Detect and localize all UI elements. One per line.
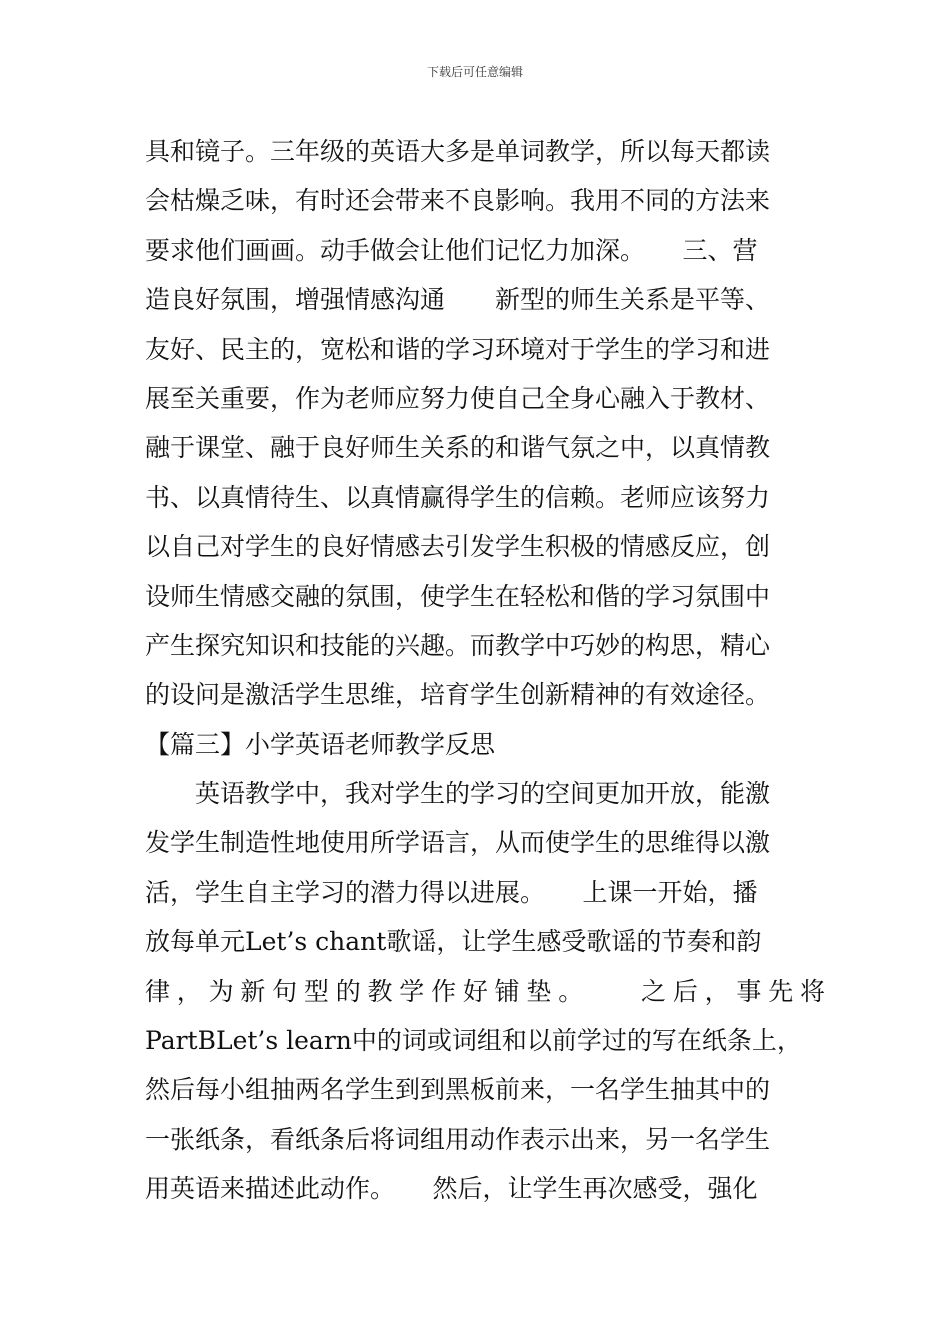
page-header-note: 下载后可任意编辑	[426, 65, 523, 79]
text-line: 要求他们画画。动手做会让他们记忆力加深。 三、营	[145, 235, 758, 265]
text-line: 产生探究知识和技能的兴趣。而教学中巧妙的构思，精心	[145, 630, 771, 660]
text-line: 会枯燥乏味，有时还会带来不良影响。我用不同的方法来	[145, 186, 771, 216]
text-line: 展至关重要，作为老师应努力使自己全身心融入于教材、	[145, 383, 771, 413]
section-heading: 【篇三】小学英语老师教学反思	[145, 729, 496, 759]
body-text	[145, 127, 825, 1214]
text-line: 融于课堂、融于良好师生关系的和谐气氛之中，以真情教	[145, 433, 771, 463]
text-line: 的设问是激活学生思维，培育学生创新精神的有效途径。	[145, 680, 771, 710]
text-line: 设师生情感交融的氛围，使学生在轻松和偕的学习氛围中	[145, 581, 771, 611]
text-line: 英语教学中，我对学生的学习的空间更加开放，能激	[145, 779, 771, 809]
text-line: 友好、民主的，宽松和谐的学习环境对于学生的学习和进	[145, 334, 771, 364]
text-line: 一张纸条，看纸条后将词组用动作表示出来，另一名学生	[145, 1124, 771, 1154]
text-line: 以自己对学生的良好情感去引发学生积极的情感反应，创	[145, 532, 771, 562]
text-line: 放每单元Let’s chant歌谣，让学生感受歌谣的节奏和韵	[145, 927, 762, 957]
text-line: 发学生制造性地使用所学语言，从而使学生的思维得以激	[145, 828, 771, 858]
text-line: 活，学生自主学习的潜力得以进展。 上课一开始，播	[145, 877, 758, 907]
text-line: 书、以真情待生、以真情赢得学生的信赖。老师应该努力	[145, 482, 771, 512]
text-line: 然后每小组抽两名学生到到黑板前来，一名学生抽其中的	[145, 1075, 771, 1105]
text-line: 具和镜子。三年级的英语大多是单词教学，所以每天都读	[145, 137, 771, 166]
text-line: PartBLet’s learn中的词或词组和以前学过的写在纸条上，	[145, 1026, 802, 1056]
text-line: 用英语来描述此动作。 然后，让学生再次感受，强化	[145, 1174, 758, 1204]
text-line: 律，为新句型的教学作好铺垫。 之后，事先将	[145, 976, 825, 1006]
text-line: 造良好氛围，增强情感沟通 新型的师生关系是平等、	[145, 285, 771, 315]
